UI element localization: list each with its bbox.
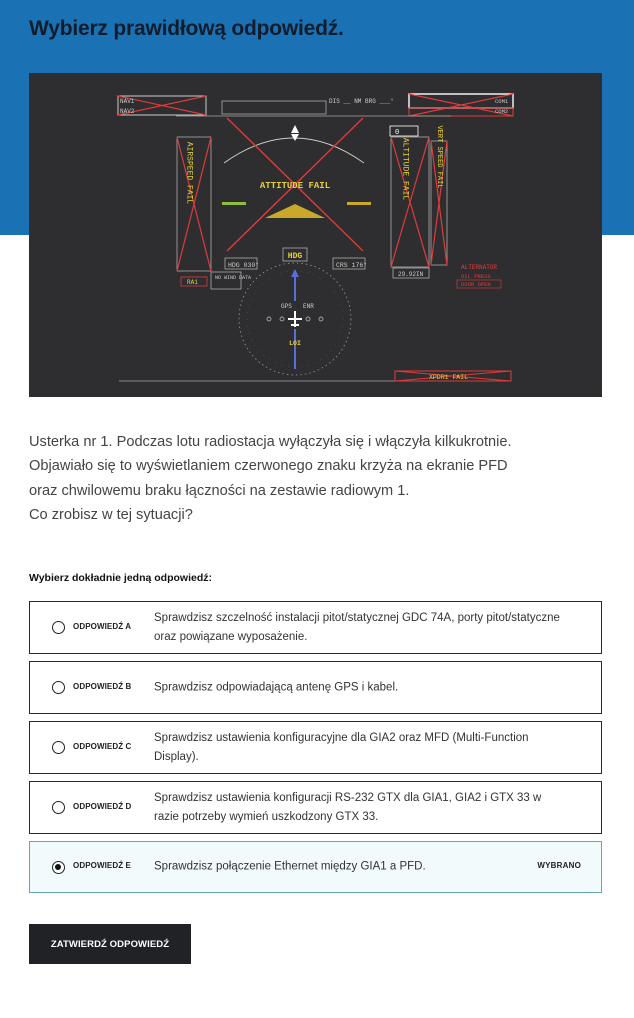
altitude-tape [391, 137, 429, 267]
oil-press-annunciator: OIL PRESS [461, 273, 491, 280]
nav1-label: NAV1 [120, 98, 135, 105]
attitude-indicator [222, 118, 371, 251]
answer-option-a[interactable] [29, 601, 602, 654]
loi-label: LOI [289, 340, 301, 347]
nav2-label: NAV2 [120, 108, 135, 115]
radio-button-selected[interactable] [52, 861, 65, 874]
option-text: Sprawdzisz odpowiadającą antenę GPS i kabel. [154, 681, 399, 693]
radio-button[interactable] [52, 741, 65, 754]
door-open-annunciator: DOOR OPEN [461, 281, 491, 288]
question-line: Co zrobisz w tej sytuacji? [29, 506, 193, 523]
radio-button[interactable] [52, 681, 65, 694]
pfd-screenshot [29, 73, 602, 397]
ra1-label: RA1 [187, 279, 198, 286]
answer-prompt: Wybierz dokładnie jedną odpowiedź: [29, 572, 212, 584]
answer-option-b[interactable] [29, 661, 602, 714]
answer-option-e[interactable] [29, 841, 602, 893]
crs-box: CRS 176° [336, 262, 368, 269]
answer-options [29, 601, 602, 900]
vsi-tape [431, 125, 447, 265]
question-line: Usterka nr 1. Podczas lotu radiostacja wyłączyła się i włączyła kilkukrotnie. [29, 434, 512, 450]
option-label: ODPOWIEDŹ C [73, 741, 132, 751]
option-text: Sprawdzisz ustawienia konfiguracyjne dla GIA2 oraz MFD (Multi-Function Display). [154, 731, 529, 763]
answer-option-d[interactable] [29, 781, 602, 834]
airspeed-fail-label: AIRSPEED FAIL [184, 141, 194, 205]
gps-label: GPS [281, 303, 292, 310]
altitude-select: 0 [395, 129, 400, 137]
com1-label: COM1 [495, 98, 509, 105]
radio-button[interactable] [52, 801, 65, 814]
option-label: ODPOWIEDŹ E [73, 861, 131, 870]
option-label: ODPOWIEDŹ D [73, 801, 132, 811]
question-line: oraz chwilowemu braku łączności na zestawie radiowym 1. [29, 482, 410, 499]
airspeed-tape [177, 137, 211, 271]
no-wind-data: NO WIND DATA [215, 275, 252, 281]
hdg-box: HDG 030° [228, 262, 260, 269]
baro-setting: 29.92IN [398, 271, 424, 278]
option-label: ODPOWIEDŹ A [73, 621, 132, 631]
xpdr-fail-label: XPDR1 FAIL [429, 374, 469, 381]
nav-box [118, 96, 206, 115]
page-title: Wybierz prawidłową odpowiedź. [29, 17, 344, 40]
vert-speed-fail-label: VERT SPEED FAIL [435, 125, 443, 189]
enr-label: ENR [303, 303, 314, 310]
submit-answer-button[interactable]: ZATWIERDŹ ODPOWIEDŹ [29, 924, 191, 964]
attitude-fail-label: ATTITUDE FAIL [259, 181, 331, 191]
radio-button[interactable] [52, 621, 65, 634]
altitude-fail-label: ALTITUDE FAIL [400, 137, 410, 201]
option-text: Sprawdzisz połączenie Ethernet między GIA1 a PFD. [154, 860, 426, 873]
hdg-label: HDG [287, 252, 303, 261]
selected-badge: WYBRANO [537, 861, 581, 870]
xpdr-fail-box [395, 371, 511, 381]
com-box [409, 94, 513, 116]
option-text: Sprawdzisz ustawienia konfiguracji RS-232 GTX dla GIA1, GIA2 i GTX 33 w razie potrzeby wymień uszkodzony GTX 33. [154, 791, 542, 823]
option-label: ODPOWIEDŹ B [73, 681, 132, 691]
alternator-annunciator: ALTERNATOR [461, 264, 498, 271]
com2-label: COM2 [495, 108, 509, 115]
dis-brg-readout: DIS __ NM BRG ___° [329, 98, 394, 105]
answer-option-c[interactable] [29, 721, 602, 774]
question-line: Objawiało się to wyświetlaniem czerwonego znaku krzyża na ekranie PFD [29, 458, 508, 475]
option-text: Sprawdzisz szczelność instalacji pitot/statycznej GDC 74A, porty pitot/statyczne oraz powiązane wyposażenie. [154, 611, 560, 643]
question-text [29, 430, 604, 527]
